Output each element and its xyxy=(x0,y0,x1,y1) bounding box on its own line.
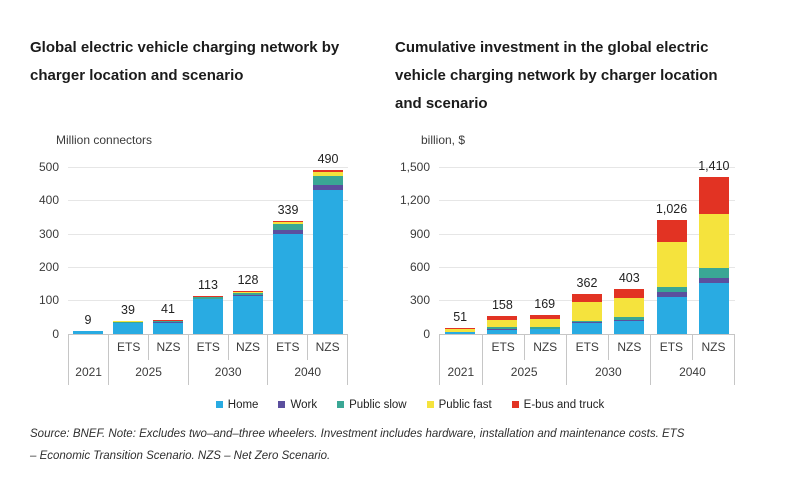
chart-title xyxy=(30,34,348,120)
y-axis-tick-label: 400 xyxy=(38,193,59,208)
legend-swatch xyxy=(512,401,519,408)
bar-segment-public-fast xyxy=(530,319,560,327)
bar-value-label: 51 xyxy=(453,310,468,325)
chart-title-line: Global electric vehicle charging network by xyxy=(30,39,340,57)
scenario-label-ets: ETS xyxy=(659,340,684,355)
stacked-bar xyxy=(193,296,223,334)
bar-column-nzs-2040 xyxy=(693,158,735,334)
scenario-label-nzs: NZS xyxy=(692,335,734,360)
bar-segment-home xyxy=(657,297,687,334)
scenario-label-ets: ETS xyxy=(196,340,220,355)
footnote-line: – Economic Transition Scenario. NZS – Net Zero Scenario. xyxy=(30,449,331,462)
bar-segment-public-fast xyxy=(614,298,644,317)
plot-row xyxy=(30,152,348,341)
legend-swatch xyxy=(337,401,344,408)
bar-column-ets-2030 xyxy=(188,167,228,334)
y-axis-tick-label: 0 xyxy=(52,326,59,341)
bar-column-ets-2040 xyxy=(268,167,308,334)
bar-segment-home xyxy=(193,299,223,333)
bar-segment-home xyxy=(699,283,729,334)
stacked-bar xyxy=(487,316,517,334)
scenario-label-nzs: NZS xyxy=(228,335,268,360)
y-axis-tick-label: 900 xyxy=(409,226,430,241)
year-label: 2030 xyxy=(594,365,622,380)
chart-title-line: vehicle charging network by charger location xyxy=(395,67,718,85)
scenario-row xyxy=(189,335,268,360)
chart-title-line: and scenario xyxy=(395,95,488,113)
stacked-bar xyxy=(572,294,602,334)
bar-segment-home xyxy=(113,323,143,334)
y-axis xyxy=(395,159,439,341)
plot-row xyxy=(395,158,735,341)
x-axis-group-2030 xyxy=(566,335,650,385)
bar-segment-public-fast xyxy=(572,302,602,320)
stacked-bar xyxy=(153,320,183,334)
scenario-row xyxy=(109,335,188,360)
legend-item-e-bus-and-truck xyxy=(512,399,605,411)
chart-title-line: Cumulative investment in the global electric xyxy=(395,39,709,57)
bar-value-label: 9 xyxy=(84,312,92,327)
bar-segment-e-bus-and-truck xyxy=(572,294,602,303)
bar-value-label: 362 xyxy=(576,275,598,290)
bar-segment-public-fast xyxy=(699,214,729,268)
x-axis xyxy=(68,335,348,385)
stacked-bar xyxy=(233,291,263,334)
bar-segment-e-bus-and-truck xyxy=(657,220,687,242)
year-label: 2021 xyxy=(75,365,102,380)
year-label: 2030 xyxy=(214,365,242,380)
bar-segment-home xyxy=(313,190,343,334)
legend-label: Work xyxy=(290,398,318,411)
legend-label: Public fast xyxy=(438,398,492,411)
chart-title-line: charger location and scenario xyxy=(30,67,244,85)
scenario-label-ets: ETS xyxy=(491,340,515,355)
bar-column-ets-2030 xyxy=(566,167,608,334)
scenario-row xyxy=(651,335,734,360)
stacked-bar xyxy=(73,331,103,334)
charts-row xyxy=(30,22,808,385)
bar-segment-home xyxy=(445,332,475,334)
scenario-row xyxy=(440,335,482,360)
y-axis-tick-label: 300 xyxy=(38,226,59,241)
legend-item-public-slow xyxy=(337,399,407,411)
scenario-label-ets: ETS xyxy=(276,340,300,355)
legend-label: Home xyxy=(227,398,259,411)
bar-segment-home xyxy=(572,323,602,334)
stacked-bar xyxy=(530,315,560,334)
footnote-line: Source: BNEF. Note: Excludes two–and–three wheelers. Investment includes hardware, installation and maintenance costs. ETS xyxy=(30,427,685,440)
plot-area xyxy=(439,158,735,335)
y-axis-tick-label: 500 xyxy=(38,159,59,174)
bar-column-nzs-2025 xyxy=(148,167,188,334)
scenario-label-empty xyxy=(69,335,108,360)
stacked-bar xyxy=(113,321,143,334)
chart-global-network xyxy=(30,22,348,385)
scenario-label-nzs: NZS xyxy=(524,335,566,360)
x-axis-group-2021 xyxy=(68,335,108,385)
chart-title xyxy=(395,34,735,120)
legend-swatch xyxy=(427,401,434,408)
y-axis-tick-label: 0 xyxy=(423,326,430,341)
y-axis-unit-label: Million connectors xyxy=(56,132,153,147)
bar-segment-public-slow xyxy=(699,268,729,278)
y-axis-tick-label: 1,200 xyxy=(399,193,430,208)
bar-column-nzs-2040 xyxy=(308,152,348,334)
scenario-label-nzs: NZS xyxy=(307,335,347,360)
bar-value-label: 39 xyxy=(121,302,135,317)
bar-value-label: 113 xyxy=(198,278,218,293)
bar-value-label: 339 xyxy=(277,202,299,217)
scenario-label-ets: ETS xyxy=(117,340,141,355)
bar-column-nzs-2025 xyxy=(524,167,566,334)
bar-value-label: 158 xyxy=(491,298,513,313)
y-axis-tick-label: 600 xyxy=(409,260,430,275)
stacked-bar xyxy=(699,177,729,334)
scenario-row xyxy=(268,335,347,360)
scenario-row xyxy=(69,335,108,360)
scenario-row xyxy=(567,335,650,360)
bars-container xyxy=(68,152,348,334)
bar-segment-e-bus-and-truck xyxy=(699,177,729,214)
bar-value-label: 169 xyxy=(534,297,556,312)
stacked-bar xyxy=(445,328,475,334)
bar-segment-home xyxy=(73,331,103,334)
year-label: 2040 xyxy=(294,365,322,380)
scenario-row xyxy=(483,335,566,360)
bar-column-nzs-2030 xyxy=(608,167,650,334)
x-axis-group-2025 xyxy=(108,335,188,385)
y-axis-tick-label: 1,500 xyxy=(399,159,430,174)
bar-segment-home xyxy=(153,323,183,334)
legend xyxy=(30,399,790,411)
footnote xyxy=(30,423,782,467)
scenario-label-nzs: NZS xyxy=(608,335,650,360)
year-label: 2025 xyxy=(510,365,538,380)
bar-column-nzs-2030 xyxy=(228,167,268,334)
y-axis-tick-label: 300 xyxy=(409,293,430,308)
bar-segment-home xyxy=(614,321,644,334)
bar-segment-e-bus-and-truck xyxy=(614,289,644,298)
x-axis xyxy=(439,335,735,385)
x-axis-group-2021 xyxy=(439,335,482,385)
legend-swatch xyxy=(216,401,223,408)
y-axis-unit-label: billion, $ xyxy=(421,132,466,147)
bar-segment-public-fast xyxy=(487,320,517,327)
y-axis-tick-label: 100 xyxy=(38,293,59,308)
year-label: 2040 xyxy=(679,365,706,380)
chart-cumulative-investment xyxy=(395,22,735,385)
x-axis-group-2025 xyxy=(482,335,566,385)
x-axis-group-2030 xyxy=(188,335,268,385)
bar-value-label: 128 xyxy=(237,273,259,288)
stacked-bar xyxy=(657,220,687,334)
bar-value-label: 490 xyxy=(317,152,339,167)
legend-label: E-bus and truck xyxy=(523,398,605,411)
y-axis xyxy=(30,159,68,341)
bar-segment-home xyxy=(273,234,303,334)
scenario-label-nzs: NZS xyxy=(148,335,188,360)
bar-value-label: 403 xyxy=(618,271,640,286)
stacked-bar xyxy=(614,289,644,334)
stacked-bar xyxy=(313,170,343,334)
bar-value-label: 1,026 xyxy=(655,201,688,216)
year-label: 2021 xyxy=(447,365,475,380)
bars-container xyxy=(439,158,735,334)
x-axis-group-2040 xyxy=(267,335,347,385)
y-axis-tick-label: 200 xyxy=(38,260,59,275)
year-label: 2025 xyxy=(135,365,162,380)
bar-value-label: 1,410 xyxy=(698,158,730,173)
scenario-label-empty xyxy=(440,335,482,360)
legend-label: Public slow xyxy=(349,398,407,411)
bar-segment-home xyxy=(530,329,560,334)
x-axis-group-2040 xyxy=(650,335,734,385)
legend-item-work xyxy=(278,399,317,411)
plot-area xyxy=(68,152,348,335)
bar-segment-public-slow xyxy=(313,176,343,185)
bar-column-ets-2040 xyxy=(650,167,692,334)
scenario-label-ets: ETS xyxy=(575,340,599,355)
bar-segment-home xyxy=(233,296,263,333)
legend-swatch xyxy=(278,401,285,408)
legend-item-public-fast xyxy=(427,399,492,411)
bar-value-label: 41 xyxy=(161,302,175,317)
bar-segment-home xyxy=(487,330,517,334)
stacked-bar xyxy=(273,221,303,334)
legend-item-home xyxy=(216,399,259,411)
bar-segment-public-fast xyxy=(657,242,687,287)
